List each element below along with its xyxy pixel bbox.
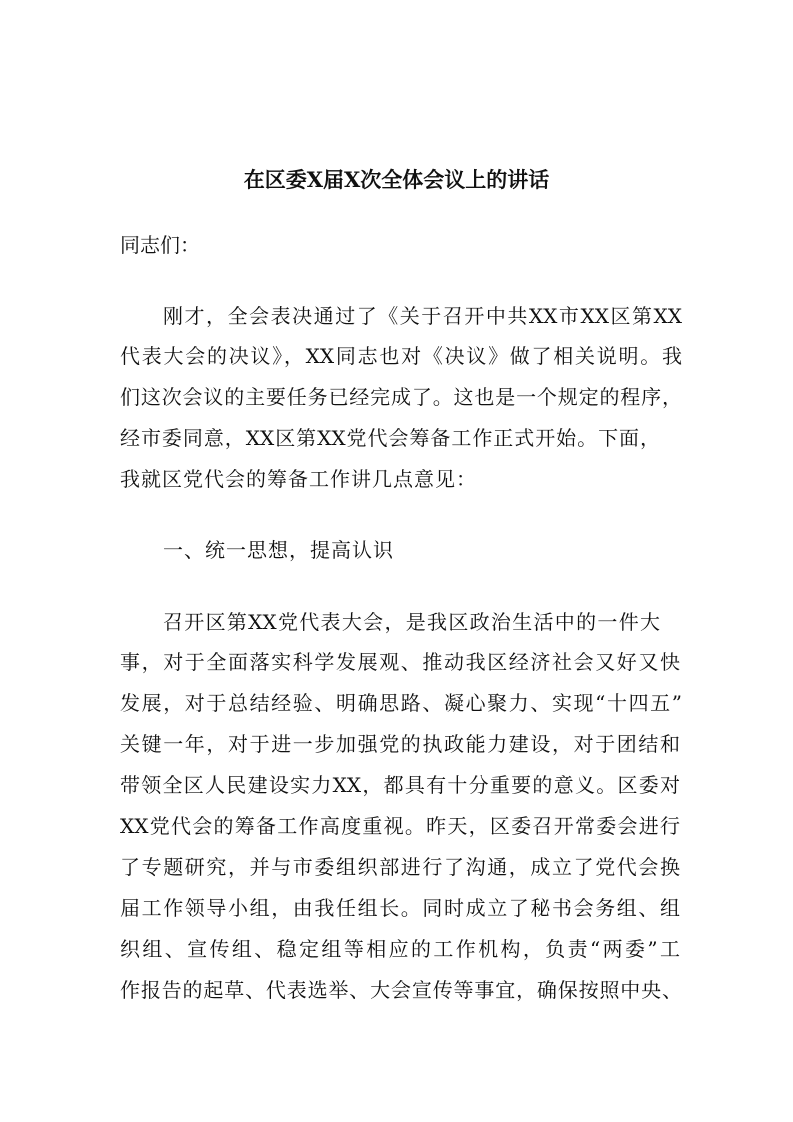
paragraph-line: 我就区党代会的筹备工作讲几点意见： <box>120 467 477 491</box>
salutation: 同志们： <box>120 233 200 257</box>
paragraph-line: 召开区第XX党代表大会，是我区政治生活中的一件大 <box>163 610 660 634</box>
paragraph-line: 织组、宣传组、稳定组等相应的工作机构，负责“两委”工 <box>120 937 680 961</box>
paragraph-line: 作报告的起草、代表选举、大会宣传等事宜，确保按照中央、 <box>120 978 682 1002</box>
paragraph-line: 代表大会的决议》，XX同志也对《决议》做了相关说明。我 <box>120 344 682 368</box>
paragraph-line: 事，对于全面落实科学发展观、推动我区经济社会又好又快 <box>120 650 680 674</box>
section-heading: 一、统一思想，提高认识 <box>163 538 394 562</box>
paragraph-line: 刚才，全会表决通过了《关于召开中共XX市XX区第XX <box>163 304 682 328</box>
paragraph-line: XX党代会的筹备工作高度重视。昨天，区委召开常委会进行 <box>120 814 680 838</box>
document-title: 在区委X届X次全体会议上的讲话 <box>243 167 550 192</box>
paragraph-line: 关键一年，对于进一步加强党的执政能力建设，对于团结和 <box>120 732 680 756</box>
paragraph-line: 们这次会议的主要任务已经完成了。这也是一个规定的程序， <box>120 385 682 409</box>
paragraph-line: 了专题研究，并与市委组织部进行了沟通，成立了党代会换 <box>120 855 680 879</box>
paragraph-line: 经市委同意，XX区第XX党代会筹备工作正式开始。下面， <box>120 426 660 450</box>
paragraph-line: 届工作领导小组，由我任组长。同时成立了秘书会务组、组 <box>120 896 680 920</box>
paragraph-line: 发展，对于总结经验、明确思路、凝心聚力、实现“十四五” <box>120 691 682 715</box>
paragraph-line: 带领全区人民建设实力XX，都具有十分重要的意义。区委对 <box>120 773 680 797</box>
